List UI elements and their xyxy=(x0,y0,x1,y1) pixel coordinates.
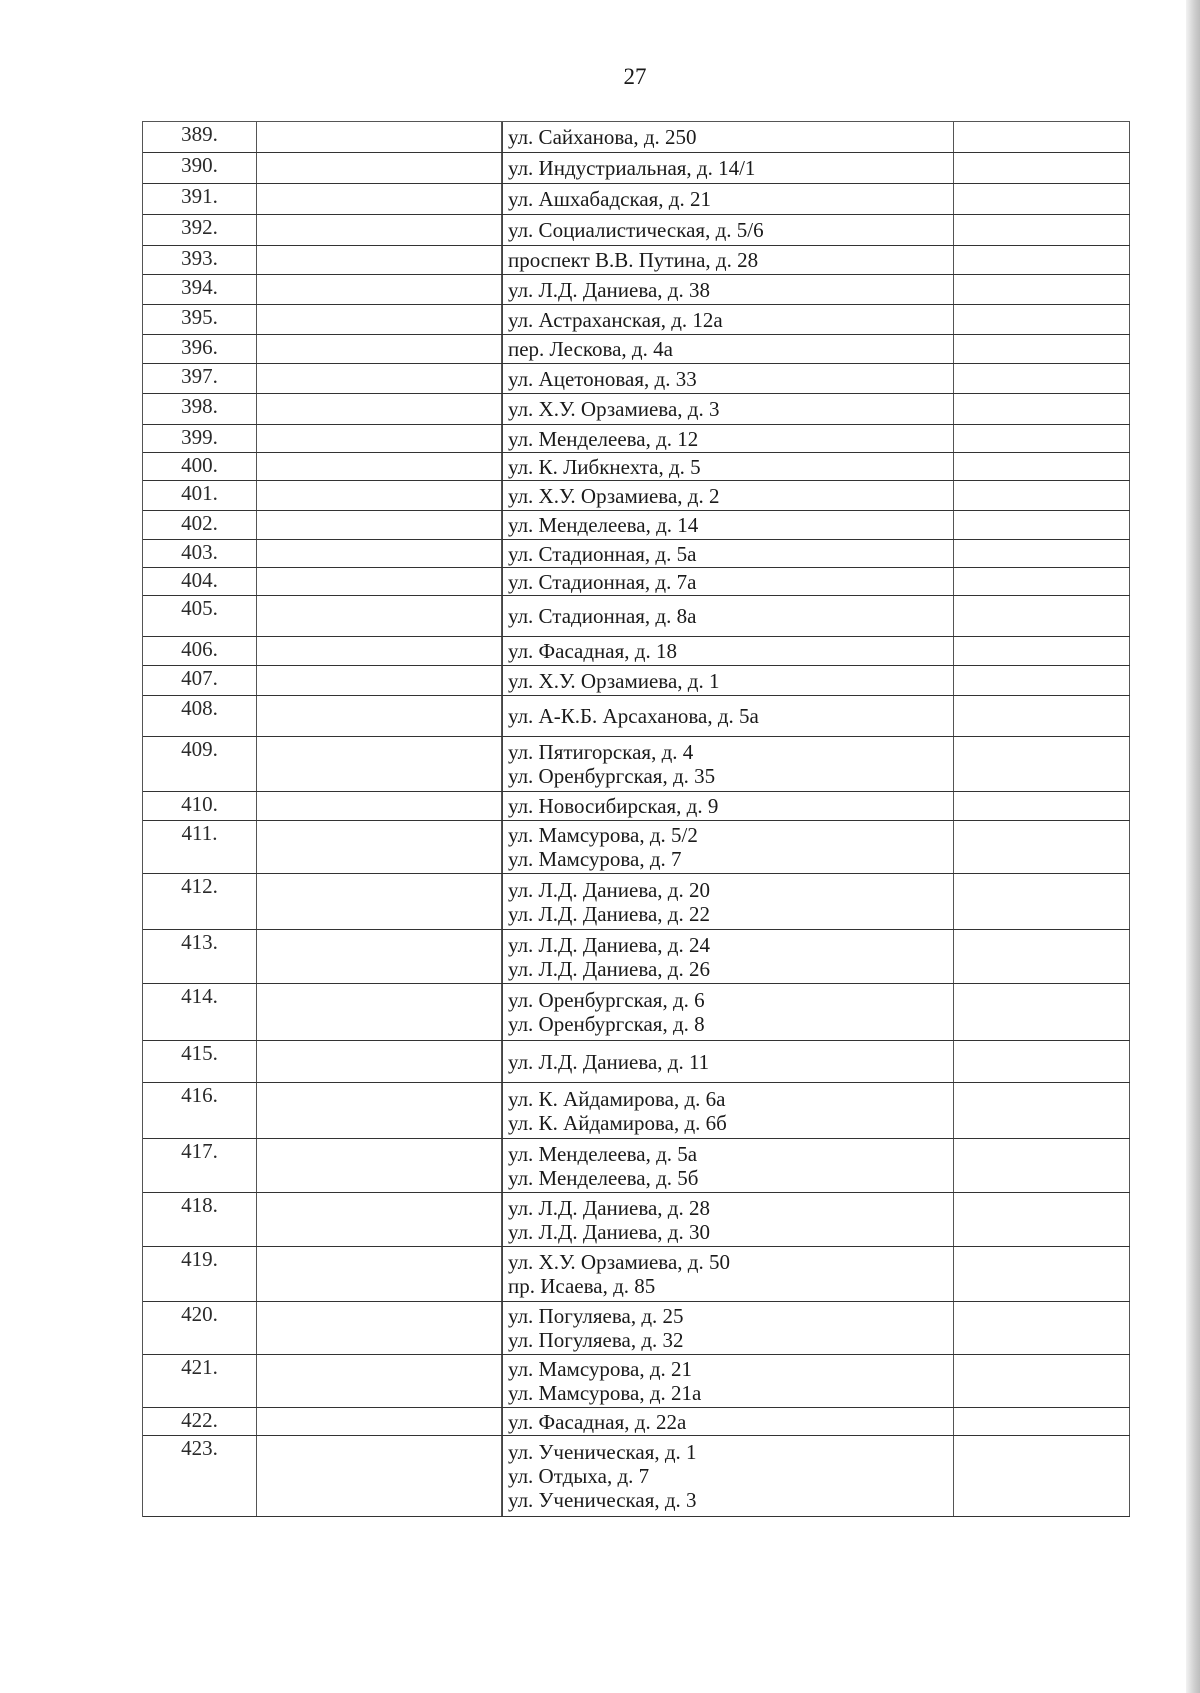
address-line: ул. Фасадная, д. 18 xyxy=(508,639,677,663)
row-number: 393. xyxy=(143,246,257,274)
address-cell xyxy=(502,275,954,304)
empty-cell xyxy=(257,215,502,245)
address-line: ул. К. Айдамирова, д. 6б xyxy=(508,1110,727,1135)
table-row xyxy=(143,930,1130,984)
address-cell xyxy=(502,666,954,695)
empty-cell xyxy=(954,1302,1130,1354)
table-row xyxy=(143,821,1130,874)
address-cell xyxy=(502,821,954,873)
empty-cell xyxy=(257,1083,502,1138)
empty-cell xyxy=(954,425,1130,452)
row-number: 415. xyxy=(143,1041,257,1082)
table-row xyxy=(143,1041,1130,1083)
address-cell xyxy=(502,596,954,636)
empty-cell xyxy=(257,540,502,567)
address-cell xyxy=(502,568,954,595)
row-number: 391. xyxy=(143,184,257,214)
address-line: ул. К. Либкнехта, д. 5 xyxy=(508,454,701,479)
empty-cell xyxy=(257,275,502,304)
empty-cell xyxy=(954,246,1130,274)
row-number: 398. xyxy=(143,394,257,424)
empty-cell xyxy=(954,184,1130,214)
row-number: 394. xyxy=(143,275,257,304)
table-row xyxy=(143,696,1130,737)
address-line: ул. Мамсурова, д. 7 xyxy=(508,847,682,871)
address-line: пр. Исаева, д. 85 xyxy=(508,1274,656,1298)
row-number: 396. xyxy=(143,335,257,363)
empty-cell xyxy=(257,122,502,152)
table-row xyxy=(143,122,1130,153)
table-row xyxy=(143,305,1130,335)
address-line: ул. А-К.Б. Арсаханова, д. 5а xyxy=(508,704,759,728)
address-line: ул. Стадионная, д. 5а xyxy=(508,541,697,566)
row-number: 414. xyxy=(143,984,257,1040)
row-number: 403. xyxy=(143,540,257,567)
address-line: ул. Мамсурова, д. 21а xyxy=(508,1381,702,1405)
address-cell xyxy=(502,122,954,152)
empty-cell xyxy=(954,215,1130,245)
address-cell xyxy=(502,481,954,510)
address-line: ул. Х.У. Орзамиева, д. 1 xyxy=(508,668,720,693)
empty-cell xyxy=(954,540,1130,567)
table-row xyxy=(143,1408,1130,1436)
empty-cell xyxy=(257,874,502,929)
table-row xyxy=(143,666,1130,696)
empty-cell xyxy=(257,1041,502,1082)
address-line: ул. Л.Д. Даниева, д. 22 xyxy=(508,901,710,926)
row-number: 421. xyxy=(143,1355,257,1407)
empty-cell xyxy=(954,153,1130,183)
row-number: 400. xyxy=(143,453,257,480)
table-row xyxy=(143,246,1130,275)
address-cell xyxy=(502,1302,954,1354)
empty-cell xyxy=(954,1193,1130,1246)
empty-cell xyxy=(257,984,502,1040)
address-line: ул. Х.У. Орзамиева, д. 2 xyxy=(508,483,720,508)
address-line: ул. Социалистическая, д. 5/6 xyxy=(508,218,764,242)
table-row xyxy=(143,792,1130,821)
row-number: 405. xyxy=(143,596,257,636)
address-line: ул. Оренбургская, д. 8 xyxy=(508,1012,705,1036)
empty-cell xyxy=(257,1193,502,1246)
empty-cell xyxy=(954,984,1130,1040)
address-cell xyxy=(502,246,954,274)
row-number: 410. xyxy=(143,792,257,820)
empty-cell xyxy=(954,453,1130,480)
empty-cell xyxy=(257,246,502,274)
empty-cell xyxy=(954,1355,1130,1407)
address-line: ул. Ученическая, д. 1 xyxy=(508,1440,697,1464)
empty-cell xyxy=(257,425,502,452)
address-line: ул. Л.Д. Даниева, д. 28 xyxy=(508,1195,710,1220)
row-number: 404. xyxy=(143,568,257,595)
row-number: 407. xyxy=(143,666,257,695)
address-cell xyxy=(502,215,954,245)
address-cell xyxy=(502,1193,954,1246)
row-number: 413. xyxy=(143,930,257,983)
address-line: ул. Ученическая, д. 3 xyxy=(508,1488,697,1512)
empty-cell xyxy=(954,1247,1130,1301)
row-number: 422. xyxy=(143,1408,257,1435)
empty-cell xyxy=(954,696,1130,736)
empty-cell xyxy=(257,335,502,363)
row-number: 392. xyxy=(143,215,257,245)
empty-cell xyxy=(954,481,1130,510)
empty-cell xyxy=(954,394,1130,424)
address-line: ул. Отдыха, д. 7 xyxy=(508,1464,650,1488)
address-cell xyxy=(502,637,954,665)
row-number: 416. xyxy=(143,1083,257,1138)
empty-cell xyxy=(257,792,502,820)
address-table xyxy=(142,121,1130,1517)
table-row xyxy=(143,984,1130,1041)
table-row xyxy=(143,275,1130,305)
row-number: 390. xyxy=(143,153,257,183)
empty-cell xyxy=(954,792,1130,820)
address-line: ул. К. Айдамирова, д. 6а xyxy=(508,1086,726,1111)
address-cell xyxy=(502,394,954,424)
empty-cell xyxy=(257,930,502,983)
address-cell xyxy=(502,1247,954,1301)
address-line: ул. Ацетоновая, д. 33 xyxy=(508,366,697,391)
empty-cell xyxy=(257,1408,502,1435)
row-number: 418. xyxy=(143,1193,257,1246)
table-row xyxy=(143,1139,1130,1193)
address-cell xyxy=(502,335,954,363)
address-line: ул. Погуляева, д. 25 xyxy=(508,1304,684,1328)
table-row xyxy=(143,394,1130,425)
address-cell xyxy=(502,792,954,820)
row-number: 401. xyxy=(143,481,257,510)
scanned-page-edge xyxy=(1186,0,1200,1693)
address-cell xyxy=(502,984,954,1040)
address-line: ул. Л.Д. Даниева, д. 11 xyxy=(508,1049,710,1074)
address-line: проспект В.В. Путина, д. 28 xyxy=(508,248,759,272)
address-line: ул. Оренбургская, д. 35 xyxy=(508,764,716,788)
address-cell xyxy=(502,184,954,214)
empty-cell xyxy=(954,930,1130,983)
empty-cell xyxy=(954,275,1130,304)
address-line: ул. Менделеева, д. 5б xyxy=(508,1165,699,1190)
table-row xyxy=(143,215,1130,246)
empty-cell xyxy=(954,1436,1130,1516)
row-number: 409. xyxy=(143,737,257,791)
address-line: ул. Менделеева, д. 14 xyxy=(508,513,699,537)
empty-cell xyxy=(257,453,502,480)
row-number: 402. xyxy=(143,511,257,539)
table-row xyxy=(143,184,1130,215)
address-line: ул. Стадионная, д. 8а xyxy=(508,604,697,628)
address-line: ул. Менделеева, д. 5а xyxy=(508,1141,698,1166)
empty-cell xyxy=(954,364,1130,393)
address-line: ул. Оренбургская, д. 6 xyxy=(508,988,705,1012)
empty-cell xyxy=(954,305,1130,334)
empty-cell xyxy=(257,737,502,791)
empty-cell xyxy=(954,511,1130,539)
address-cell xyxy=(502,153,954,183)
empty-cell xyxy=(954,335,1130,363)
address-cell xyxy=(502,930,954,983)
table-row xyxy=(143,1302,1130,1355)
empty-cell xyxy=(257,1302,502,1354)
empty-cell xyxy=(257,184,502,214)
empty-cell xyxy=(954,568,1130,595)
empty-cell xyxy=(257,305,502,334)
table-row xyxy=(143,364,1130,394)
empty-cell xyxy=(257,1139,502,1192)
address-cell xyxy=(502,425,954,452)
table-row xyxy=(143,1355,1130,1408)
empty-cell xyxy=(257,511,502,539)
address-line: ул. Новосибирская, д. 9 xyxy=(508,794,719,818)
empty-cell xyxy=(257,596,502,636)
address-line: ул. Мамсурова, д. 21 xyxy=(508,1357,693,1381)
row-number: 397. xyxy=(143,364,257,393)
empty-cell xyxy=(954,1083,1130,1138)
table-row xyxy=(143,874,1130,930)
row-number: 408. xyxy=(143,696,257,736)
table-row xyxy=(143,153,1130,184)
table-row xyxy=(143,637,1130,666)
address-cell xyxy=(502,737,954,791)
empty-cell xyxy=(257,481,502,510)
address-line: ул. Х.У. Орзамиева, д. 3 xyxy=(508,397,720,421)
table-row xyxy=(143,453,1130,481)
table-row xyxy=(143,1193,1130,1247)
address-cell xyxy=(502,874,954,929)
address-cell xyxy=(502,453,954,480)
empty-cell xyxy=(257,1355,502,1407)
empty-cell xyxy=(954,1041,1130,1082)
empty-cell xyxy=(257,821,502,873)
empty-cell xyxy=(954,874,1130,929)
address-cell xyxy=(502,364,954,393)
row-number: 406. xyxy=(143,637,257,665)
empty-cell xyxy=(954,737,1130,791)
table-row xyxy=(143,540,1130,568)
address-line: ул. Астраханская, д. 12а xyxy=(508,307,723,332)
address-line: ул. Л.Д. Даниева, д. 30 xyxy=(508,1219,710,1244)
table-row xyxy=(143,511,1130,540)
row-number: 389. xyxy=(143,122,257,152)
row-number: 395. xyxy=(143,305,257,334)
table-row xyxy=(143,335,1130,364)
row-number: 412. xyxy=(143,874,257,929)
address-line: ул. Мамсурова, д. 5/2 xyxy=(508,823,698,847)
empty-cell xyxy=(257,696,502,736)
address-line: ул. Менделеева, д. 12 xyxy=(508,426,699,451)
empty-cell xyxy=(257,1247,502,1301)
address-line: ул. Л.Д. Даниева, д. 24 xyxy=(508,932,710,957)
table-row xyxy=(143,596,1130,637)
address-line: ул. Фасадная, д. 22а xyxy=(508,1409,687,1434)
empty-cell xyxy=(954,1408,1130,1435)
empty-cell xyxy=(954,1139,1130,1192)
address-line: ул. Л.Д. Даниева, д. 38 xyxy=(508,277,710,302)
table-row xyxy=(143,1247,1130,1302)
address-cell xyxy=(502,1139,954,1192)
empty-cell xyxy=(257,666,502,695)
table-row xyxy=(143,481,1130,511)
address-cell xyxy=(502,1355,954,1407)
table-row xyxy=(143,1083,1130,1139)
address-line: ул. Л.Д. Даниева, д. 26 xyxy=(508,956,710,981)
row-number: 411. xyxy=(143,821,257,873)
empty-cell xyxy=(954,122,1130,152)
empty-cell xyxy=(954,821,1130,873)
row-number: 419. xyxy=(143,1247,257,1301)
address-line: ул. Пятигорская, д. 4 xyxy=(508,740,694,764)
empty-cell xyxy=(954,666,1130,695)
table-row xyxy=(143,737,1130,792)
address-cell xyxy=(502,1041,954,1082)
row-number: 399. xyxy=(143,425,257,452)
address-line: ул. Погуляева, д. 32 xyxy=(508,1328,684,1352)
empty-cell xyxy=(954,637,1130,665)
address-line: ул. Стадионная, д. 7а xyxy=(508,569,697,594)
address-cell xyxy=(502,511,954,539)
table-row xyxy=(143,425,1130,453)
address-line: ул. Сайханова, д. 250 xyxy=(508,125,697,149)
address-line: пер. Лескова, д. 4а xyxy=(508,337,673,361)
row-number: 417. xyxy=(143,1139,257,1192)
empty-cell xyxy=(954,596,1130,636)
empty-cell xyxy=(257,637,502,665)
address-cell xyxy=(502,305,954,334)
row-number: 420. xyxy=(143,1302,257,1354)
address-line: ул. Ашхабадская, д. 21 xyxy=(508,187,711,211)
row-number: 423. xyxy=(143,1436,257,1516)
address-cell xyxy=(502,540,954,567)
address-cell xyxy=(502,1436,954,1516)
address-line: ул. Л.Д. Даниева, д. 20 xyxy=(508,877,710,902)
address-line: ул. Х.У. Орзамиева, д. 50 xyxy=(508,1250,730,1274)
empty-cell xyxy=(257,364,502,393)
empty-cell xyxy=(257,394,502,424)
empty-cell xyxy=(257,568,502,595)
empty-cell xyxy=(257,153,502,183)
address-cell xyxy=(502,1083,954,1138)
address-cell xyxy=(502,696,954,736)
address-cell xyxy=(502,1408,954,1435)
address-line: ул. Индустриальная, д. 14/1 xyxy=(508,156,756,180)
empty-cell xyxy=(257,1436,502,1516)
table-row xyxy=(143,1436,1130,1517)
page-number: 27 xyxy=(623,64,647,89)
table-row xyxy=(143,568,1130,596)
